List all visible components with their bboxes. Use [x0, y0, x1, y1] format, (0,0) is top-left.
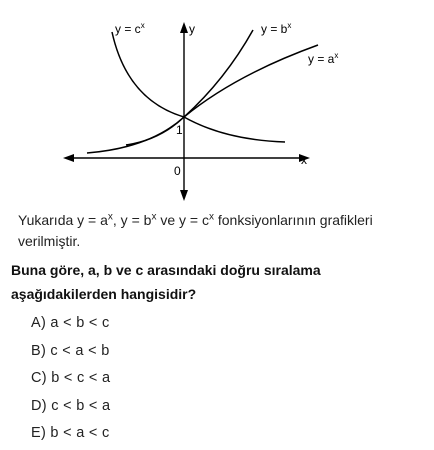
label-y-a-x: $y = a^x$: [308, 51, 339, 66]
option-a[interactable]: A) a < b < c: [31, 315, 110, 331]
question-text: Buna göre, a, b ve c arasındaki doğru sıralama aşağıdakilerden hangisidir?: [11, 262, 321, 302]
y-axis-arrow-up: [180, 22, 188, 33]
curve-y-c-x: [112, 32, 285, 142]
tick-label-one: 1: [176, 123, 183, 137]
origin-label: 0: [174, 164, 181, 178]
x-axis-label: x: [301, 153, 307, 167]
label-y-c-x: $y = c^x$: [115, 21, 145, 36]
exponential-graph: [0, 0, 434, 205]
x-axis-arrow-left: [63, 154, 74, 162]
intro-text: Yukarıda $y = a^x$, $y = b^x$ ve $y = c^x$ fonksiyonlarının grafikleri verilmiştir.: [18, 211, 373, 249]
curve-y-a-x: [126, 45, 318, 145]
answer-options: [31, 312, 110, 450]
y-axis-label: y: [189, 22, 195, 36]
label-y-b-x: $y = b^x$: [261, 21, 292, 36]
option-c[interactable]: C) b < c < a: [31, 370, 111, 386]
option-e[interactable]: E) b < a < c: [31, 425, 110, 441]
option-d[interactable]: D) c < b < a: [31, 397, 111, 414]
y-axis-arrow-down: [180, 190, 188, 201]
option-b[interactable]: B) c < a < b: [31, 342, 110, 359]
